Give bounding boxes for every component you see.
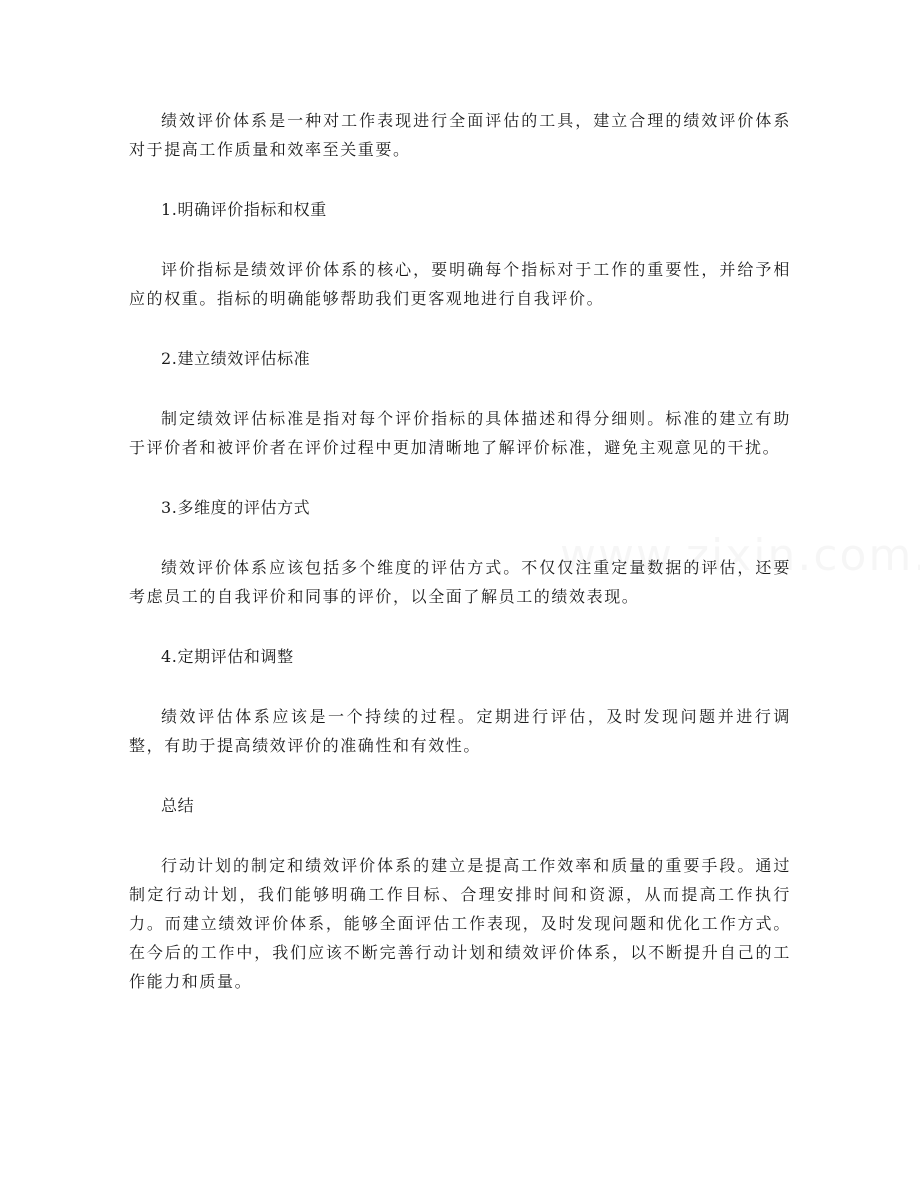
- section-2-heading: 2.建立绩效评估标准: [161, 349, 311, 368]
- section-4-body: 绩效评估体系应该是一个持续的过程。定期进行评估，及时发现问题并进行调整，有助于提高绩效评价的准确性和有效性。: [129, 707, 791, 755]
- intro-paragraph: 绩效评价体系是一种对工作表现进行全面评估的工具，建立合理的绩效评价体系对于提高工作质量和效率至关重要。: [129, 111, 791, 159]
- document-body: [129, 106, 791, 1027]
- section-2-body: 制定绩效评估标准是指对每个评价指标的具体描述和得分细则。标准的建立有助于评价者和被评价者在评价过程中更加清晰地了解评价标准，避免主观意见的干扰。: [129, 409, 791, 457]
- section-1-body: 评价指标是绩效评价体系的核心，要明确每个指标对于工作的重要性，并给予相应的权重。指标的明确能够帮助我们更客观地进行自我评价。: [129, 260, 791, 308]
- section-3-body: 绩效评价体系应该包括多个维度的评估方式。不仅仅注重定量数据的评估，还要考虑员工的自我评价和同事的评价，以全面了解员工的绩效表现。: [129, 558, 791, 606]
- summary-heading: 总结: [161, 796, 195, 815]
- section-1-heading: 1.明确评价指标和权重: [161, 200, 327, 219]
- summary-body: 行动计划的制定和绩效评价体系的建立是提高工作效率和质量的重要手段。通过制定行动计划，我们能够明确工作目标、合理安排时间和资源，从而提高工作执行力。而建立绩效评价体系，能够全面评估工作表现，及时发现问题和优化工作方式。在今后的工作中，我们应该不断完善行动计划和绩效评价体系，以不断提升自己的工作能力和质量。: [129, 856, 791, 991]
- section-3-heading: 3.多维度的评估方式: [161, 498, 311, 517]
- section-4-heading: 4.定期评估和调整: [161, 647, 294, 666]
